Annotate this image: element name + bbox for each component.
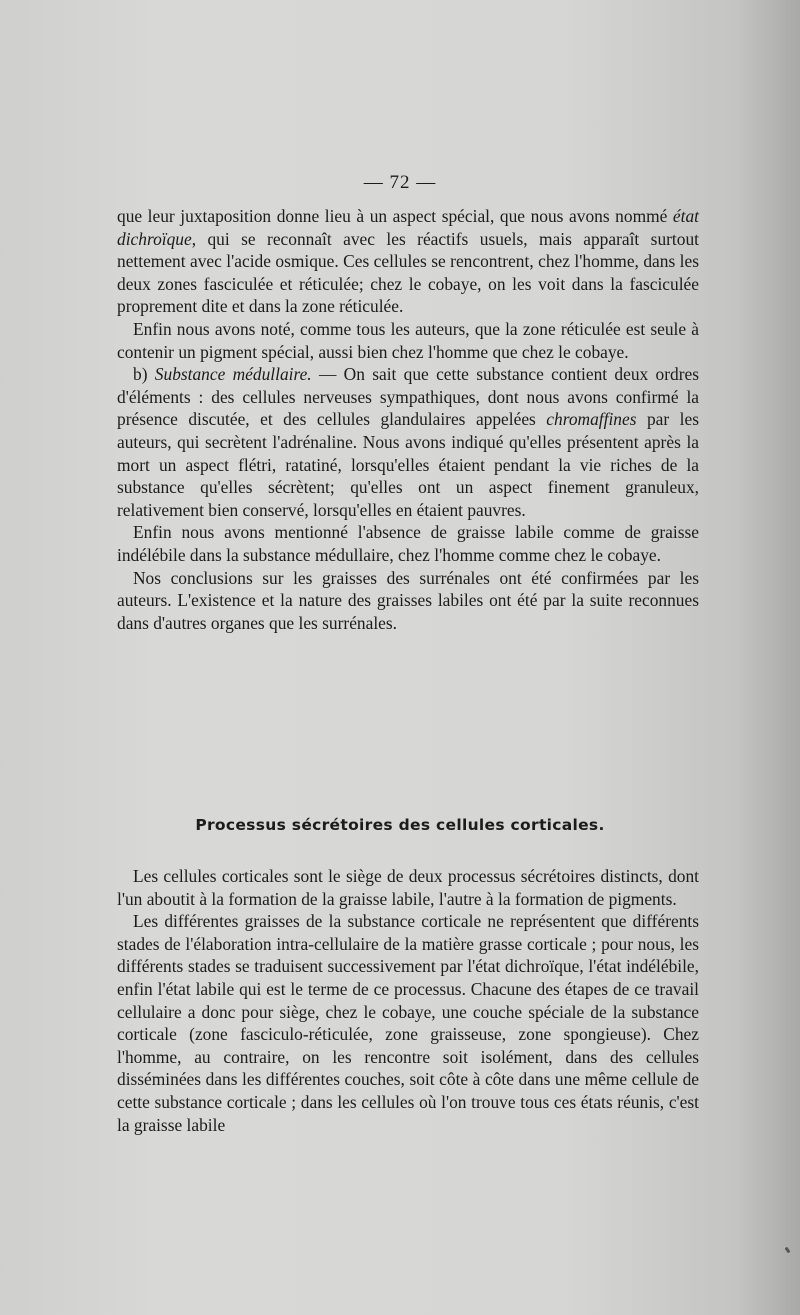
page-number: — 72 — (363, 172, 437, 193)
text-run: , qui se reconnaît avec les réactifs usuels, mais apparaît surtout nettement avec l'acide osmique. Ces cellules se rencontrent, chez l'homme, dans les deux zones fasciculée et réticulée; chez le cobaye, on les voit dans la fasciculée proprement dite et dans la zone réticulée. (117, 228, 699, 317)
text-block-bottom (117, 865, 699, 1136)
paragraph (117, 567, 699, 635)
section-heading: Processus sécrétoires des cellules corticales. (195, 816, 605, 834)
paragraph (117, 318, 699, 363)
text-run: Les différentes graisses de la substance corticale ne représentent que différents stades de l'élaboration intra-cellulaire de la matière grasse corticale ; pour nous, les différents stades se traduisent successivement par l'état dichroïque, l'état indélébile, enfin l'état labile qui est le terme de ce processus. Chacune des étapes de ce travail cellulaire a donc pour siège, chez le cobaye, une couche spéciale de la substance corticale (zone fasciculo-réticulée, zone graisseuse, zone spongieuse). Chez l'homme, au contraire, on les rencontre soit isolément, dans des cellules disséminées dans les différentes couches, soit côte à côte dans une même cellule de cette substance corticale ; dans les cellules où l'on trouve tous ces états réunis, c'est la graisse labile (117, 911, 699, 1135)
text-run: Nos conclusions sur les graisses des surrénales ont été confirmées par les auteurs. L'existence et la nature des graisses labiles ont été par la suite reconnues dans d'autres organes que les surrénales. (117, 567, 699, 633)
text-run: — On sait que cette substance contient deux ordres d'éléments : des cellules nerveuses sympathiques, dont nous avons confirmé la présence discutée, et des cellules glandulaires appelées (117, 364, 699, 430)
text-run: que leur juxtaposition donne lieu à un aspect spécial, que nous avons nommé (117, 206, 673, 226)
paragraph (117, 205, 699, 318)
paragraph (117, 865, 699, 910)
text-run: b) (133, 364, 155, 385)
paragraph (117, 910, 699, 1136)
italic-text: état dichroïque (117, 206, 699, 249)
text-run: Enfin nous avons noté, comme tous les auteurs, que la zone réticulée est seule à contenir un pigment spécial, aussi bien chez l'homme que chez le cobaye. (117, 318, 699, 362)
italic-text: Substance médullaire. (154, 364, 312, 385)
text-run: Enfin nous avons mentionné l'absence de graisse labile comme de graisse indélébile dans la substance médullaire, chez l'homme comme chez le cobaye. (117, 522, 699, 565)
paragraph (117, 363, 699, 521)
text-run: Les cellules corticales sont le siège de deux processus sécrétoires distincts, dont l'un aboutit à la formation de la graisse labile, l'autre à la formation de pigments. (117, 866, 699, 909)
paragraph (117, 521, 699, 566)
scan-speck (785, 1247, 791, 1254)
text-run: par les auteurs, qui secrètent l'adrénaline. Nous avons indiqué qu'elles présentent après la mort un aspect flétri, ratatiné, lorsqu'elles étaient pendant la vie riches de la substance qu'elles sécrètent; qu'elles ont un aspect finement granuleux, relativement bien conservé, lorsqu'elles en étaient pauvres. (117, 409, 699, 520)
italic-text: chromaffines (546, 409, 637, 430)
text-block-top (117, 205, 699, 634)
